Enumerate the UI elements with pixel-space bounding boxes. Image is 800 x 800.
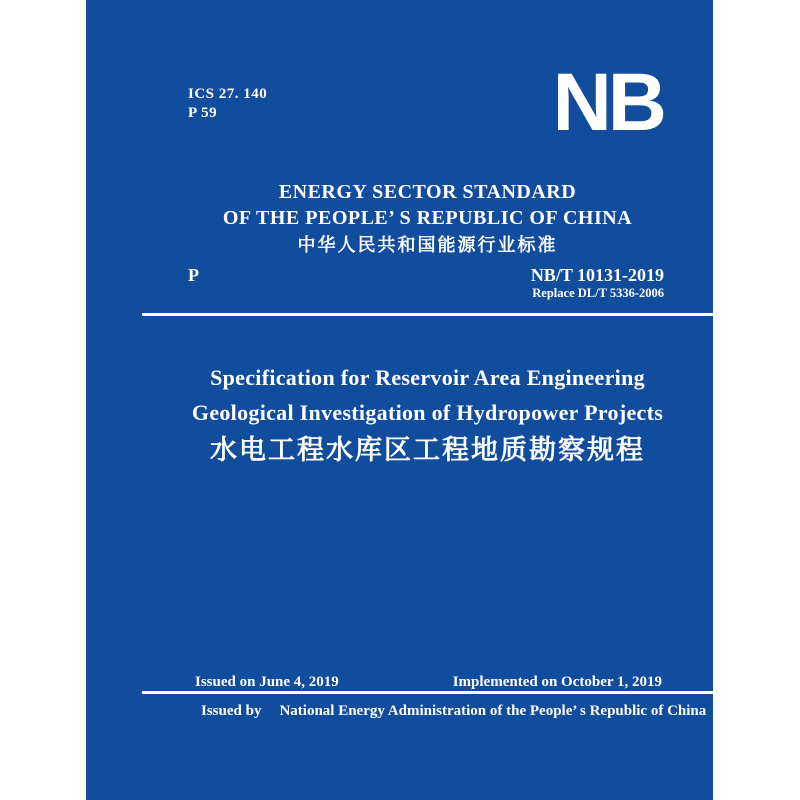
issued-by-label: Issued by bbox=[201, 703, 262, 719]
code-row bbox=[188, 264, 664, 286]
standard-number: NB/T 10131-2019 bbox=[530, 265, 664, 285]
title-en-line2: Geological Investigation of Hydropower Projects bbox=[191, 400, 664, 425]
title-block bbox=[142, 360, 713, 470]
title-en-line1: Specification for Reservoir Area Engineering bbox=[210, 365, 645, 390]
date-row bbox=[195, 672, 662, 692]
ics-code: ICS 27. 140 bbox=[188, 86, 268, 102]
implemented-date: Implemented on October 1, 2019 bbox=[452, 674, 662, 690]
header-line1: ENERGY SECTOR STANDARD bbox=[278, 181, 577, 203]
nb-logo: NB bbox=[552, 57, 663, 148]
p-mark: P bbox=[188, 265, 199, 285]
standard-cover bbox=[86, 0, 713, 800]
replace-note: Replace DL/T 5336-2006 bbox=[532, 286, 664, 300]
issuer-row bbox=[201, 701, 707, 721]
divider-bottom bbox=[142, 691, 713, 694]
ics-block bbox=[188, 85, 267, 123]
divider-top bbox=[142, 313, 713, 316]
issuer-name: National Energy Administration of the People’ s Republic of China bbox=[279, 703, 707, 719]
p-classification: P 59 bbox=[188, 105, 218, 121]
title-cn: 水电工程水库区工程地质勘察规程 bbox=[210, 435, 645, 465]
header-line2: OF THE PEOPLE’ S REPUBLIC OF CHINA bbox=[222, 207, 633, 229]
issued-date: Issued on June 4, 2019 bbox=[195, 674, 339, 690]
header-line3-cn: 中华人民共和国能源行业标准 bbox=[297, 235, 558, 255]
standard-header bbox=[142, 179, 713, 259]
